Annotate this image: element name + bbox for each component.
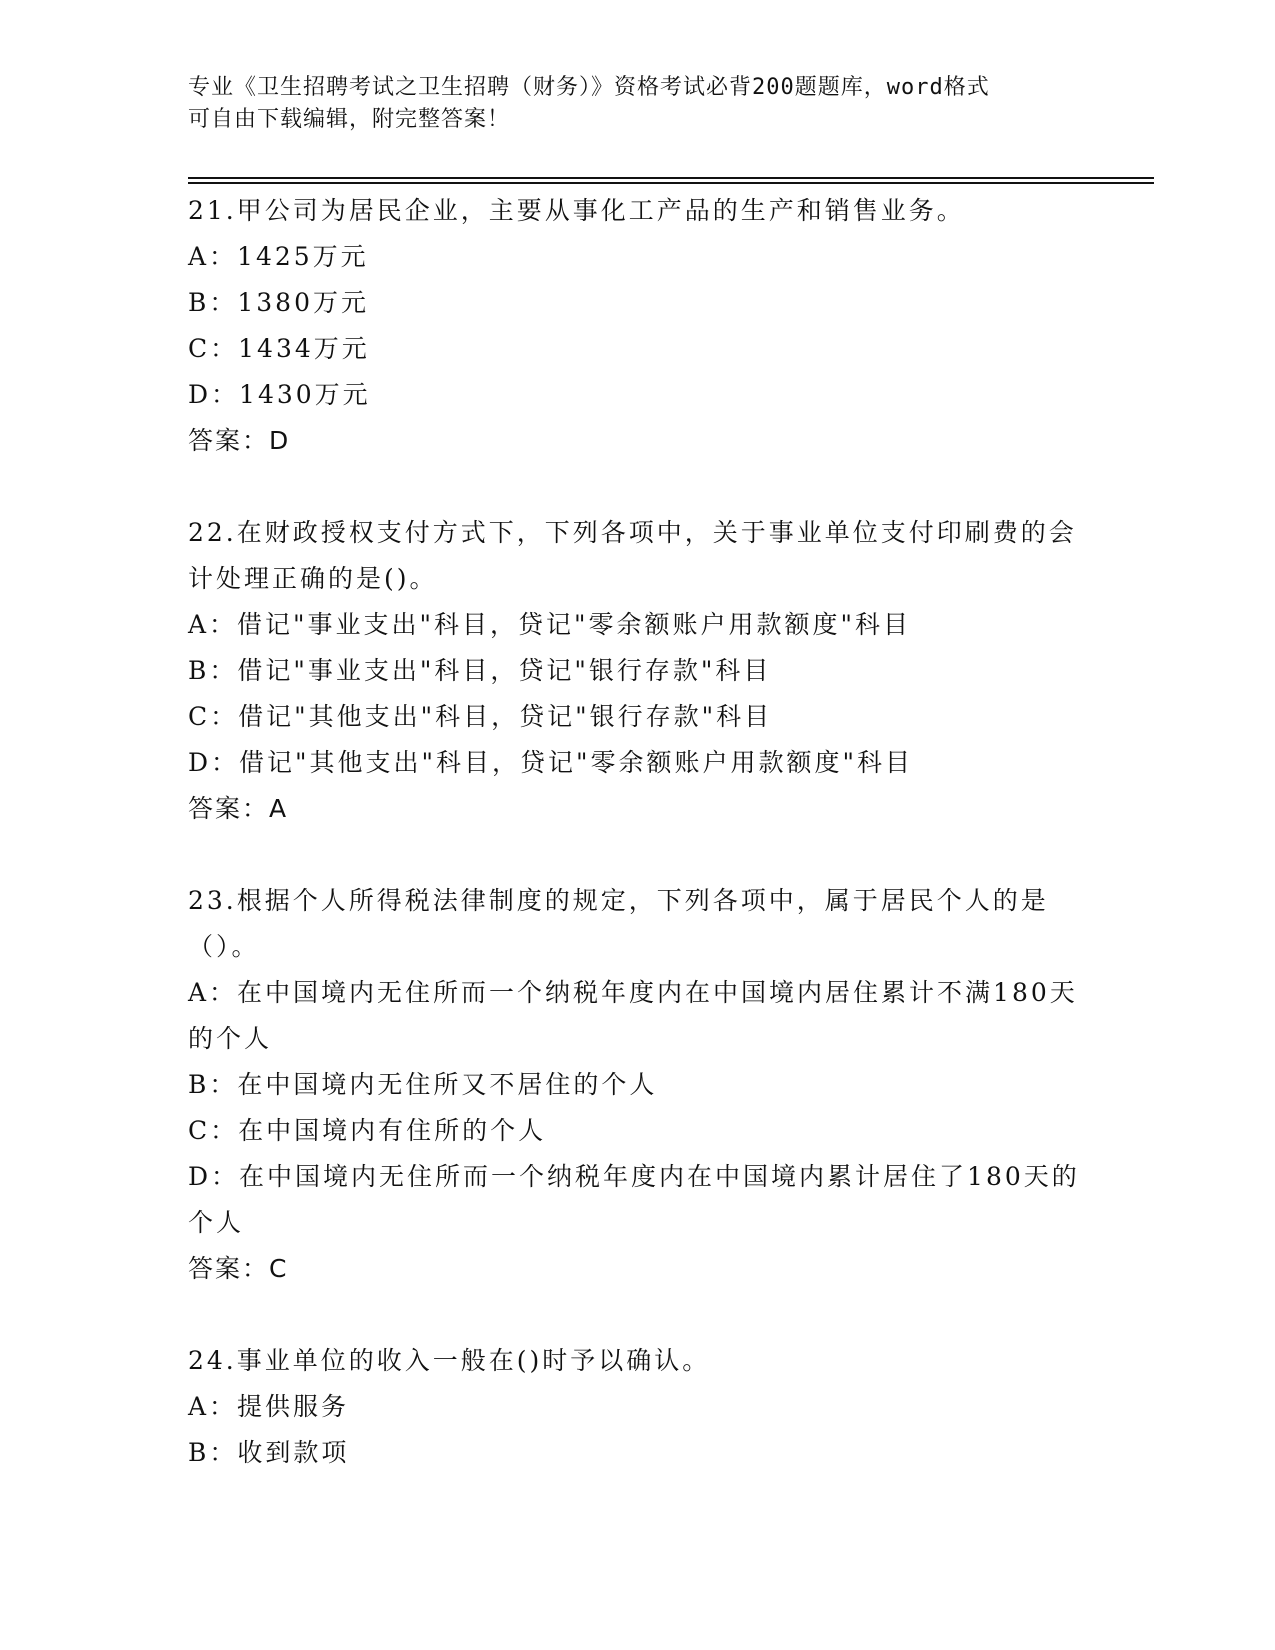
question-list: [188, 188, 1088, 1476]
question-stem: 23.根据个人所得税法律制度的规定，下列各项中，属于居民个人的是（）。: [188, 886, 1049, 961]
option-c: C：在中国境内有住所的个人: [188, 1116, 547, 1145]
option-a: A：提供服务: [188, 1392, 350, 1421]
option-d: D：在中国境内无住所而一个纳税年度内在中国境内累计居住了180天的个人: [188, 1162, 1080, 1237]
header-divider-top: [188, 177, 1154, 179]
header-title-line-2: 可自由下载编辑，附完整答案！: [188, 107, 511, 132]
option-a: A：在中国境内无住所而一个纳税年度内在中国境内居住累计不满180天的个人: [188, 978, 1078, 1053]
option-d: D：借记"其他支出"科目，贷记"零余额账户用款额度"科目: [188, 748, 914, 777]
header-title-line-1: 专业《卫生招聘考试之卫生招聘（财务）》资格考试必背200题题库，word格式: [188, 75, 990, 100]
header-divider-bottom: [188, 182, 1154, 184]
question-stem: 21.甲公司为居民企业，主要从事化工产品的生产和销售业务。: [188, 196, 965, 225]
question-22: [188, 510, 1088, 832]
option-c: C：1434万元: [188, 334, 370, 363]
option-c: C：借记"其他支出"科目，贷记"银行存款"科目: [188, 702, 773, 731]
question-stem: 24.事业单位的收入一般在()时予以确认。: [188, 1346, 711, 1375]
option-b: B：在中国境内无住所又不居住的个人: [188, 1070, 658, 1099]
option-a: A：借记"事业支出"科目，贷记"零余额账户用款额度"科目: [188, 610, 912, 639]
document-header: [188, 72, 1088, 136]
question-21: [188, 188, 1088, 464]
question-23: [188, 878, 1088, 1292]
question-stem: 22.在财政授权支付方式下，下列各项中，关于事业单位支付印刷费的会计处理正确的是()。: [188, 518, 1077, 593]
question-24: [188, 1338, 1088, 1476]
option-b: B：借记"事业支出"科目，贷记"银行存款"科目: [188, 656, 772, 685]
option-d: D：1430万元: [188, 380, 371, 409]
answer-line: 答案：C: [188, 1254, 289, 1283]
option-b: B：收到款项: [188, 1438, 350, 1467]
answer-line: 答案：D: [188, 426, 291, 455]
option-b: B：1380万元: [188, 288, 369, 317]
answer-line: 答案：A: [188, 794, 289, 823]
option-a: A：1425万元: [188, 242, 369, 271]
